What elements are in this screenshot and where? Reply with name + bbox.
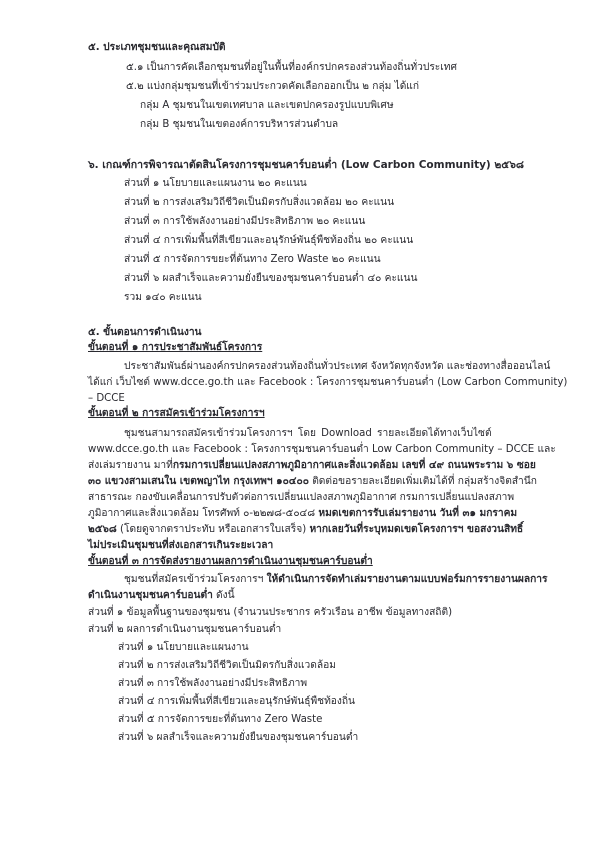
report-item: ส่วนที่ ๒ การส่งเสริมวิถีชีวิตเป็นมิตรกับสิ่งแวดล้อม: [118, 660, 336, 671]
section-5-2: ๕.๒ แบ่งกลุ่มชุมชนที่เข้าร่วมประกวดคัดเลือกออกเป็น ๒ กลุ่ม ได้แก่: [126, 81, 420, 92]
section-6-title: ๖. เกณฑ์การพิจารณาตัดสินโครงการชุมชนคาร์บอนต่ำ (Low Carbon Community) ๒๕๖๘: [88, 159, 525, 171]
step-3-title: ขั้นตอนที่ ๓ การจัดส่งรายงานผลการดำเนินงานชุมชนคาร์บอนต่ำ: [88, 556, 373, 567]
procedure-title: ๕. ขั้นตอนการดำเนินงาน: [88, 327, 202, 338]
section-5-title: ๕. ประเภทชุมชนและคุณสมบัติ: [88, 42, 226, 53]
report-item: ส่วนที่ ๓ การใช้พลังงานอย่างมีประสิทธิภาพ: [118, 678, 308, 689]
step-2-title: ขั้นตอนที่ ๒ การสมัครเข้าร่วมโครงการฯ: [88, 408, 265, 419]
step-2-line: ๒๕๖๘ (โดยดูจากตราประทับ หรือเอกสารใบเสร็จ) หากเลยวันที่ระบุหมดเขตโครงการฯ ขอสงวนสิทธิ์: [88, 524, 524, 535]
group-b: กลุ่ม B ชุมชนในเขตองค์การบริหารส่วนตำบล: [140, 119, 339, 130]
criteria-item: ส่วนที่ ๔ การเพิ่มพื้นที่สีเขียวและอนุรักษ์พันธุ์พืชท้องถิ่น ๒๐ คะแนน: [124, 235, 414, 246]
step-1-line: – DCCE: [88, 393, 125, 404]
step-1-line: ได้แก่ เว็บไซต์ www.dcce.go.th และ Facebook : โครงการชุมชนคาร์บอนต่ำ (Low Carbon Community): [88, 377, 568, 388]
criteria-item: ส่วนที่ ๕ การจัดการขยะที่ต้นทาง Zero Waste ๒๐ คะแนน: [124, 254, 381, 265]
report-item: ส่วนที่ ๖ ผลสำเร็จและความยั่งยืนของชุมชนคาร์บอนต่ำ: [118, 732, 359, 743]
report-item: ส่วนที่ ๔ การเพิ่มพื้นที่สีเขียวและอนุรักษ์พันธุ์พืชท้องถิ่น: [118, 696, 356, 707]
criteria-item: ส่วนที่ ๒ การส่งเสริมวิถีชีวิตเป็นมิตรกับสิ่งแวดล้อม ๒๐ คะแนน: [124, 197, 395, 208]
step-3-line: ดำเนินงานชุมชนคาร์บอนต่ำ ดังนี้: [88, 590, 235, 601]
criteria-item: ส่วนที่ ๖ ผลสำเร็จและความยั่งยืนของชุมชนคาร์บอนต่ำ ๔๐ คะแนน: [124, 273, 418, 284]
step-2-line: ไม่ประเมินชุมชนที่ส่งเอกสารเกินระยะเวลา: [88, 540, 274, 551]
step-2-line: ส่งเล่มรายงาน มาที่กรมการเปลี่ยนแปลงสภาพภูมิอากาศและสิ่งแวดล้อม เลขที่ ๔๙ ถนนพระราม ๖ ซอย: [88, 460, 536, 471]
criteria-item: ส่วนที่ ๑ นโยบายและแผนงาน ๒๐ คะแนน: [124, 178, 307, 189]
step-2-line: ๓๐ แขวงสามเสนใน เขตพญาไท กรุงเทพฯ ๑๐๔๐๐ ติดต่อขอรายละเอียดเพิ่มเติมได้ที่ กลุ่มสร้างจิตสำนึก: [88, 476, 537, 487]
criteria-item: ส่วนที่ ๓ การใช้พลังงานอย่างมีประสิทธิภาพ ๒๐ คะแนน: [124, 216, 366, 227]
step-2-line: www.dcce.go.th และ Facebook : โครงการชุมชนคาร์บอนต่ำ Low Carbon Community – DCCE และ: [88, 444, 556, 455]
step-1-title: ขั้นตอนที่ ๑ การประชาสัมพันธ์โครงการ: [88, 342, 263, 353]
step-3-line: ชุมชนที่สมัครเข้าร่วมโครงการฯ ให้ดำเนินการจัดทำเล่มรายงานตามแบบฟอร์มการรายงานผลการ: [124, 574, 548, 585]
report-item: ส่วนที่ ๕ การจัดการขยะที่ต้นทาง Zero Waste: [118, 714, 323, 725]
report-part-2: ส่วนที่ ๒ ผลการดำเนินงานชุมชนคาร์บอนต่ำ: [88, 624, 282, 635]
step-2-line: ภูมิอากาศและสิ่งแวดล้อม โทรศัพท์ ๐-๒๒๗๘-๕๐๔๘ หมดเขตการรับเล่มรายงาน วันที่ ๓๑ มกราคม: [88, 508, 518, 519]
section-5-1: ๕.๑ เป็นการคัดเลือกชุมชนที่อยู่ในพื้นที่องค์กรปกครองส่วนท้องถิ่นทั่วประเทศ: [126, 62, 457, 73]
step-2-line: สาธารณะ กองขับเคลื่อนการปรับตัวต่อการเปลี่ยนแปลงสภาพภูมิอากาศ กรมการเปลี่ยนแปลงสภาพ: [88, 492, 515, 503]
step-1-line: ประชาสัมพันธ์ผ่านองค์กรปกครองส่วนท้องถิ่นทั่วประเทศ จังหวัดทุกจังหวัด และช่องทางสื่อออนไลน์: [124, 361, 551, 372]
report-part-1: ส่วนที่ ๑ ข้อมูลพื้นฐานของชุมชน (จำนวนประชากร ครัวเรือน อาชีพ ข้อมูลทางสถิติ): [88, 607, 453, 618]
criteria-total: รวม ๑๔๐ คะแนน: [124, 292, 202, 303]
report-item: ส่วนที่ ๑ นโยบายและแผนงาน: [118, 642, 249, 653]
step-2-line: ชุมชนสามารถสมัครเข้าร่วมโครงการฯ โดย Download รายละเอียดได้ทางเว็บไซต์: [124, 428, 492, 439]
group-a: กลุ่ม A ชุมชนในเขตเทศบาล และเขตปกครองรูปแบบพิเศษ: [140, 100, 394, 111]
